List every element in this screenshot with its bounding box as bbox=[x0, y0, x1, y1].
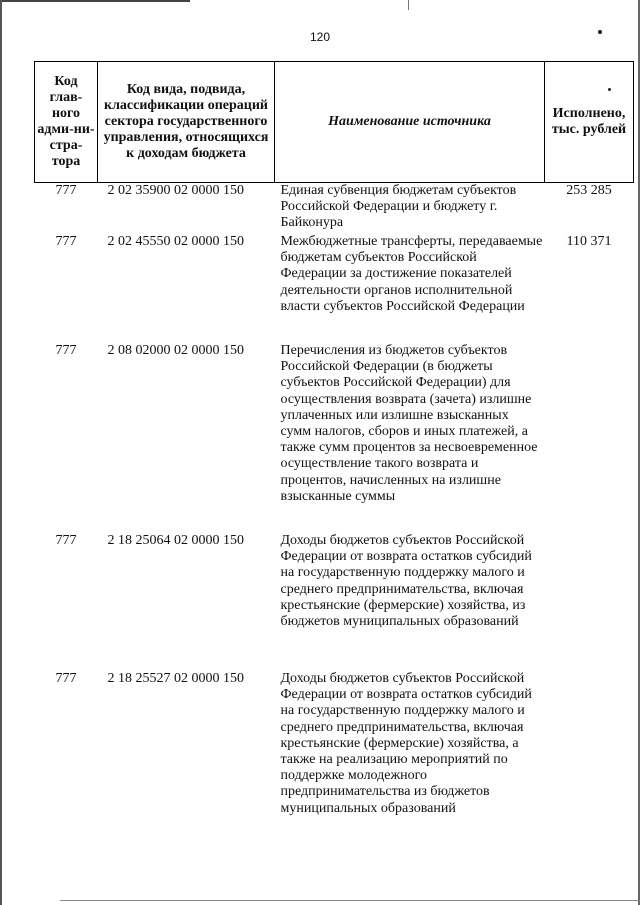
source-name-cell: Перечисления из бюджетов субъектов Российской Федерации (в бюджеты субъектов Российской Федерации) для осуществления возврата (зачета) излишне уплаченных или излишне взысканных сумм налогов, сборов и иных платежей, а также сумм процентов за несвоевременное осуществление такого возврата и процентов, начисленных на излишне взысканные суммы bbox=[280, 343, 538, 504]
executed-value-cell: 110 371 bbox=[566, 234, 612, 249]
revenue-code-cell: 2 18 25064 02 0000 150 bbox=[107, 533, 244, 548]
source-name-cell: Доходы бюджетов субъектов Российской Федерации от возврата остатков субсидий на государственную поддержку малого и среднего предпринимательства, включая крестьянские (фермерские) хозяйства, из бюджетов муниципальных образований bbox=[280, 533, 532, 630]
scan-edge-bottom bbox=[60, 900, 640, 901]
table-header-row bbox=[35, 62, 634, 183]
table-row bbox=[35, 533, 634, 671]
header-admin-code-text: Код глав-ного адми-ни-стра-тора bbox=[37, 74, 95, 169]
scan-edge-left bbox=[0, 0, 2, 905]
admin-code-cell: 777 bbox=[55, 533, 77, 548]
revenue-table bbox=[34, 61, 634, 817]
executed-value-cell bbox=[545, 533, 634, 671]
header-source-name-text: Наименование источника bbox=[328, 114, 491, 129]
revenue-code-cell: 2 02 45550 02 0000 150 bbox=[107, 234, 244, 249]
header-revenue-code-text: Код вида, подвида, классификации операций сектора государственного управления, относящихся к доходам бюджета bbox=[103, 82, 269, 161]
header-admin-code bbox=[35, 62, 98, 183]
executed-value-cell bbox=[545, 671, 634, 817]
source-name-cell: Единая субвенция бюджетам субъектов Российской Федерации и бюджету г. Байконура bbox=[280, 183, 517, 231]
executed-value-cell bbox=[545, 343, 634, 533]
source-name-cell: Доходы бюджетов субъектов Российской Федерации от возврата остатков субсидий на государственную поддержку малого и среднего предпринимательства, включая крестьянские (фермерские) хозяйства, а также на реализацию мероприятий по поддержке молодежного предпринимательства из бюджетов муниципальных образований bbox=[280, 671, 532, 816]
table-row bbox=[35, 671, 634, 817]
header-revenue-code bbox=[98, 62, 275, 183]
page-number: 120 bbox=[309, 30, 331, 44]
admin-code-cell: 777 bbox=[55, 343, 77, 358]
header-executed-text: Исполнено, тыс. рублей bbox=[551, 106, 627, 137]
header-executed bbox=[545, 62, 634, 183]
table-row bbox=[35, 343, 634, 533]
executed-value-cell: 253 285 bbox=[566, 183, 612, 198]
revenue-code-cell: 2 18 25527 02 0000 150 bbox=[107, 671, 244, 686]
revenue-code-cell: 2 08 02000 02 0000 150 bbox=[107, 343, 244, 358]
scan-edge-top bbox=[0, 0, 190, 2]
scan-artifact-tick bbox=[408, 0, 409, 10]
revenue-code-cell: 2 02 35900 02 0000 150 bbox=[107, 183, 244, 198]
admin-code-cell: 777 bbox=[55, 183, 77, 198]
table-row bbox=[35, 183, 634, 235]
header-source-name bbox=[275, 62, 545, 183]
source-name-cell: Межбюджетные трансферты, передаваемые бюджетам субъектов Российской Федерации за достижение показателей деятельности органов исполнительной власти субъектов Российской Федерации bbox=[280, 234, 543, 314]
table-row bbox=[35, 234, 634, 343]
admin-code-cell: 777 bbox=[55, 234, 77, 249]
admin-code-cell: 777 bbox=[55, 671, 77, 686]
